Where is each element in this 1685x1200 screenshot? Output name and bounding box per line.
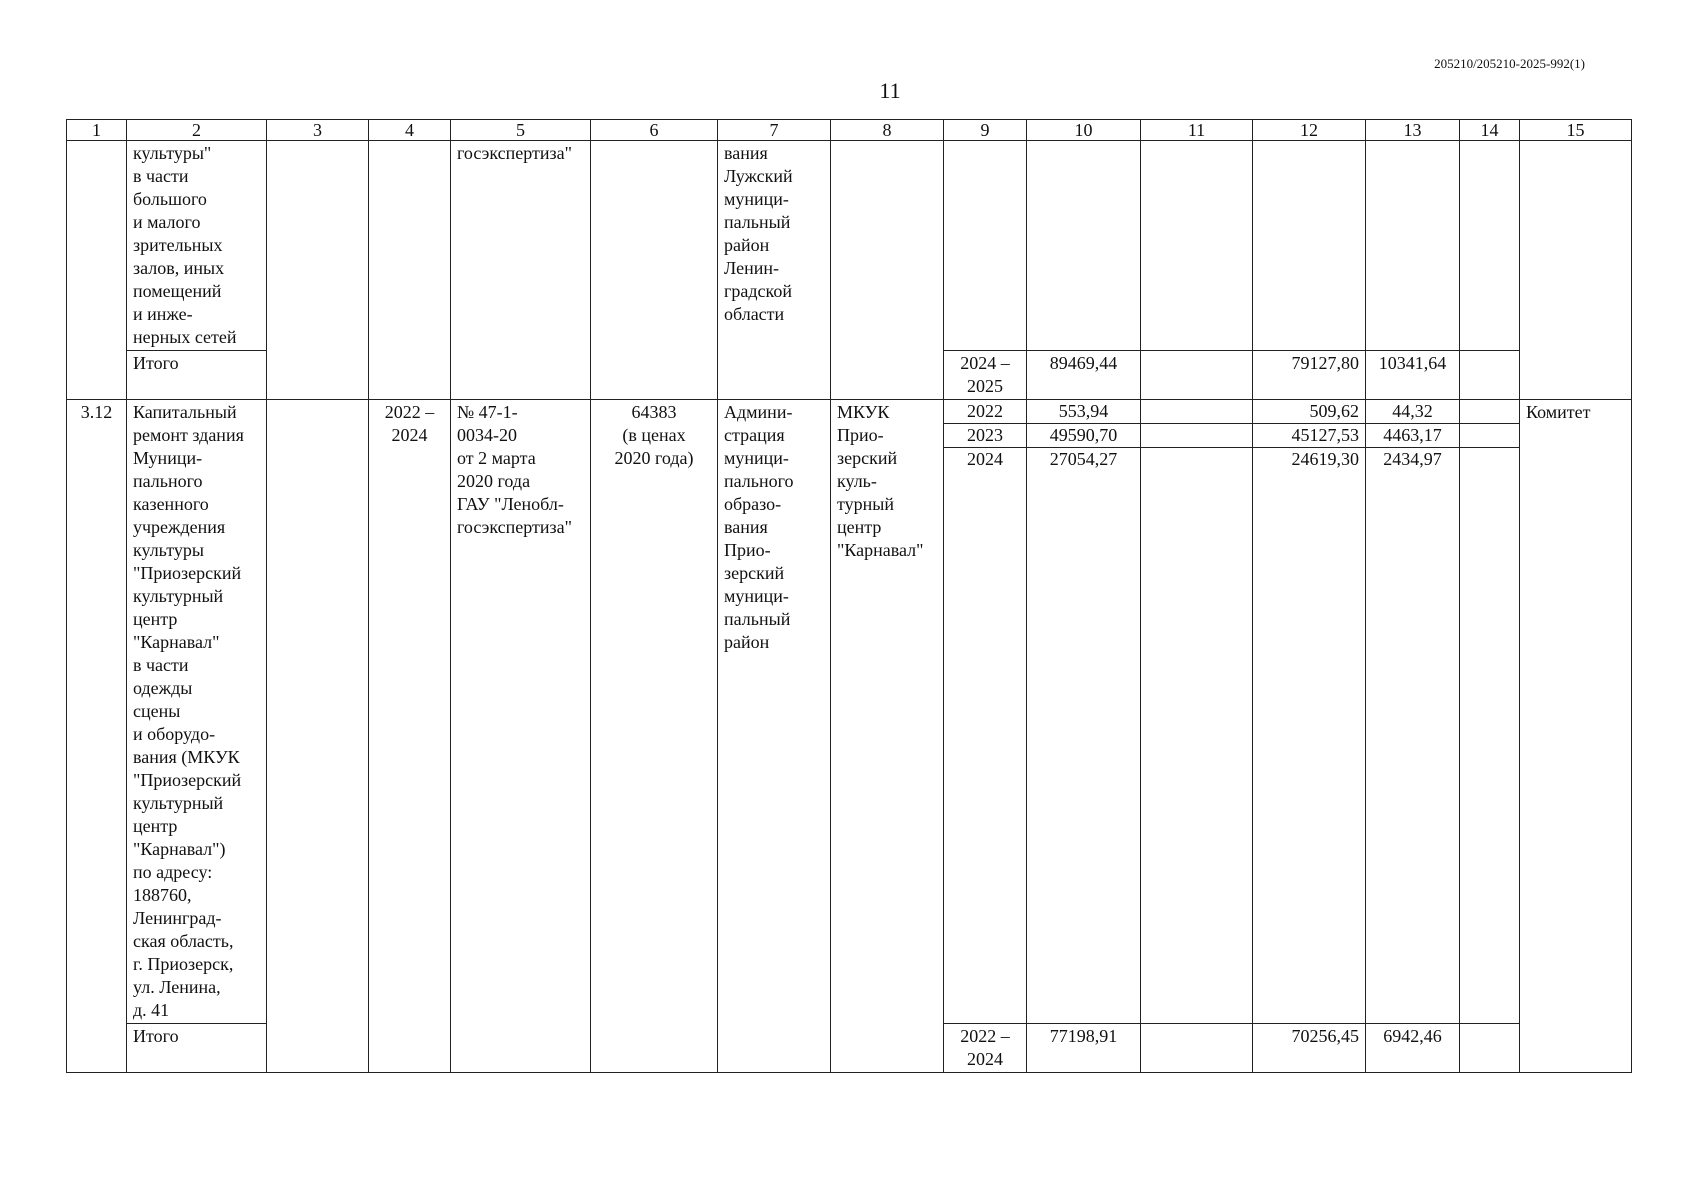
expertise: № 47-1- 0034-20 от 2 марта 2020 года ГАУ "Ленобл- госэкспертиза" bbox=[451, 400, 591, 1073]
estimated-cost: 64383 (в ценах 2020 года) bbox=[591, 400, 718, 1073]
col-header: 9 bbox=[944, 120, 1027, 141]
local-cell: 4463,17 bbox=[1366, 424, 1459, 448]
continued-object-row bbox=[67, 141, 1632, 351]
total-label: Итого bbox=[127, 351, 267, 400]
cell bbox=[1460, 141, 1520, 351]
cell bbox=[944, 141, 1027, 351]
col-header: 2 bbox=[127, 120, 267, 141]
total-local: 6942,46 bbox=[1366, 1024, 1460, 1073]
cell bbox=[67, 141, 127, 400]
customer: вания Лужский муници- пальный район Ленин- градской области bbox=[718, 141, 831, 400]
cell bbox=[591, 141, 718, 400]
regional-cell: 24619,30 bbox=[1291, 449, 1359, 469]
amount-column bbox=[1027, 400, 1141, 1024]
col-header: 3 bbox=[267, 120, 369, 141]
col-header: 14 bbox=[1460, 120, 1520, 141]
responsible: Комитет bbox=[1520, 400, 1632, 1073]
cell bbox=[1141, 1024, 1253, 1073]
year-row: 2024 bbox=[967, 449, 1003, 469]
document-number: 205210/205210-2025-992(1) bbox=[1434, 56, 1585, 71]
amount-cell: 49590,70 bbox=[1027, 424, 1140, 448]
year-row: 2023 bbox=[944, 424, 1026, 448]
contractor: МКУК Прио- зерский куль- турный центр "Карнавал" bbox=[831, 400, 944, 1073]
col-header: 1 bbox=[67, 120, 127, 141]
federal-column bbox=[1141, 400, 1253, 1024]
col-header: 15 bbox=[1520, 120, 1632, 141]
other-column bbox=[1460, 400, 1520, 1024]
amount-cell: 27054,27 bbox=[1049, 449, 1118, 469]
col-header: 8 bbox=[831, 120, 944, 141]
total-regional: 70256,45 bbox=[1253, 1024, 1366, 1073]
cell bbox=[1141, 351, 1253, 400]
local-cell: 44,32 bbox=[1366, 400, 1459, 424]
object-name: культуры" в части большого и малого зрительных залов, иных помещений и инже- нерных сетей bbox=[127, 141, 267, 351]
cell bbox=[831, 141, 944, 400]
total-amount: 89469,44 bbox=[1027, 351, 1141, 400]
col-header: 13 bbox=[1366, 120, 1460, 141]
year-row: 2022 bbox=[944, 400, 1026, 424]
regional-cell: 509,62 bbox=[1253, 400, 1365, 424]
cell bbox=[1027, 141, 1141, 351]
years-column bbox=[944, 400, 1027, 1024]
col-header: 7 bbox=[718, 120, 831, 141]
page-number: 11 bbox=[879, 78, 901, 103]
total-years: 2024 – 2025 bbox=[944, 351, 1027, 400]
cell bbox=[1366, 141, 1460, 351]
col-header: 11 bbox=[1141, 120, 1253, 141]
object-name: Капитальный ремонт здания Муници- пального казенного учреждения культуры "Приозерский культурный центр "Карнавал" в части одежды сцены и оборудо- вания (МКУК "Приозерский культурный центр "Карнавал") по адресу: 188760, Ленинград- ская область, г. Приозерск, ул. Ленина, д. 41 bbox=[127, 400, 267, 1024]
cell bbox=[1141, 141, 1253, 351]
regional-column bbox=[1253, 400, 1366, 1024]
col-header: 10 bbox=[1027, 120, 1141, 141]
cell bbox=[1253, 141, 1366, 351]
local-column bbox=[1366, 400, 1460, 1024]
cell bbox=[369, 141, 451, 400]
total-years: 2022 – 2024 bbox=[944, 1024, 1027, 1073]
cell bbox=[1520, 141, 1632, 400]
cell bbox=[267, 400, 369, 1073]
col-header: 4 bbox=[369, 120, 451, 141]
cell bbox=[267, 141, 369, 400]
amount-cell: 553,94 bbox=[1027, 400, 1140, 424]
total-local: 10341,64 bbox=[1366, 351, 1460, 400]
work-period: 2022 – 2024 bbox=[369, 400, 451, 1073]
works-table bbox=[66, 119, 1632, 1073]
object-row bbox=[67, 400, 1632, 1024]
col-header: 6 bbox=[591, 120, 718, 141]
total-amount: 77198,91 bbox=[1027, 1024, 1141, 1073]
column-number-row bbox=[67, 120, 1632, 141]
col-header: 5 bbox=[451, 120, 591, 141]
total-regional: 79127,80 bbox=[1253, 351, 1366, 400]
local-cell: 2434,97 bbox=[1383, 449, 1442, 469]
regional-cell: 45127,53 bbox=[1253, 424, 1365, 448]
cell bbox=[1460, 351, 1520, 400]
cell bbox=[1460, 1024, 1520, 1073]
col-header: 12 bbox=[1253, 120, 1366, 141]
total-label: Итого bbox=[127, 1024, 267, 1073]
customer: Админи- страция муници- пального образо- вания Прио- зерский муници- пальный район bbox=[718, 400, 831, 1073]
expertise: госэкспертиза" bbox=[451, 141, 591, 400]
item-number: 3.12 bbox=[67, 400, 127, 1073]
